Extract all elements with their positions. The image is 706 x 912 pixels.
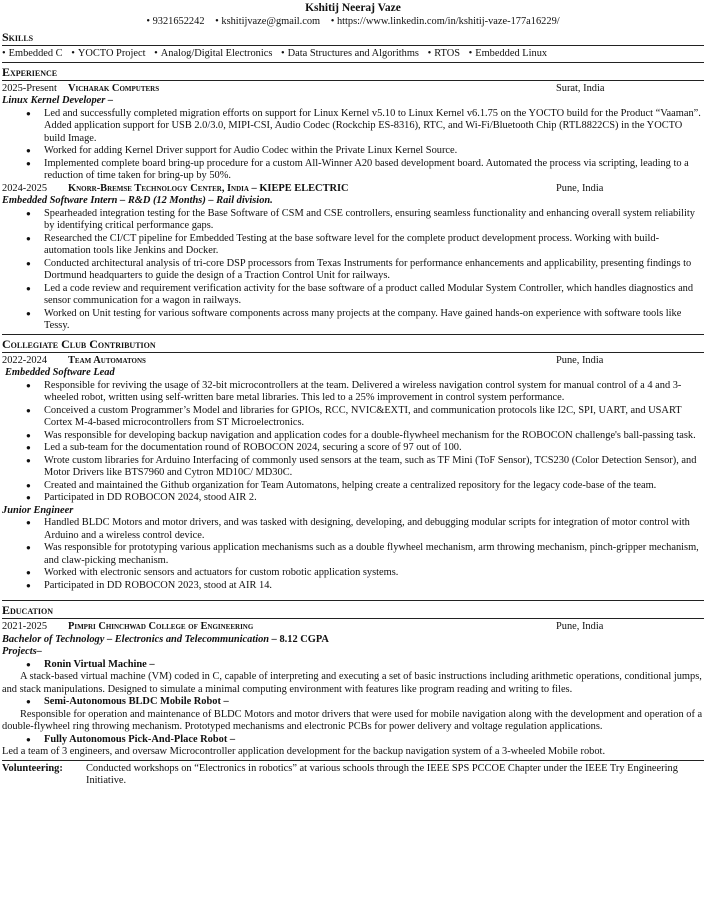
- edu-org: Pimpri Chinchwad College of Engineering: [68, 621, 254, 632]
- club-org: Team Automatons: [68, 354, 146, 366]
- list-item: ● Was responsible for prototyping various application mechanisms such as a double flywheel mechanism, arm throwing mechanism, pinch-gripper mechanism, and claw-picking mechanism.: [44, 542, 704, 567]
- divider: [2, 760, 704, 761]
- job-date: 2024-2025: [2, 182, 48, 194]
- club-location: Pune, India: [556, 354, 604, 366]
- phone: • 9321652242: [146, 16, 205, 27]
- edu-header: [2, 621, 704, 634]
- project-desc: Led a team of 3 engineers, and oversaw Microcontroller application development for the backup navigation system of a 3-wheeled Mobile robot.: [2, 746, 606, 757]
- list-item: ● Researched the CI/CT pipeline for Embedded Testing at the base software level for the complete product development process. Working with build-automation tools like Jenkins and Docker.: [44, 233, 704, 258]
- list-item: ● Spearheaded integration testing for the Base Software of CSM and CSE controllers, ensuring seamless functionality and enhancing overall system reliability by identifying critical performance gaps.: [44, 208, 704, 233]
- divider: [2, 334, 704, 335]
- list-item: ● Was responsible for developing backup navigation and application codes for a double-flywheel mechanism for the ROBOCON challenge's ball-passing task.: [44, 430, 704, 443]
- skill-item: • Embedded Linux: [469, 48, 548, 59]
- skills-list: [2, 48, 704, 61]
- degree-line: [2, 634, 704, 647]
- resume-page: [2, 2, 704, 788]
- linkedin-link[interactable]: • https://www.linkedin.com/in/kshitij-vaze-177a16229/: [330, 16, 560, 27]
- contact-line: [2, 15, 704, 28]
- education-heading: Education: [2, 603, 53, 617]
- divider: [2, 600, 704, 601]
- experience-heading: Experience: [2, 64, 58, 79]
- club-bullets: [2, 517, 704, 592]
- job-org: Vicharak Computers: [68, 82, 160, 94]
- job-header: [2, 183, 704, 196]
- project-desc: A stack-based virtual machine (VM) coded in C, capable of interpreting and executing a set of basic instructions including arithmetic operations, conditional jumps, and stack manipulations. Designed to simulate a minimal computing environment with features like program reading and writing to files.: [2, 671, 702, 695]
- job-org: Knorr-Bremse Technology Center, India – KIEPE ELECTRIC: [68, 182, 349, 194]
- job-bullets: [2, 108, 704, 183]
- list-item: ● Worked on Unit testing for various software components across many projects at the company. Have gained hands-on experience with software tools like Tessy.: [44, 308, 704, 333]
- job-location: Surat, India: [556, 82, 605, 94]
- list-item: ● Participated in DD ROBOCON 2024, stood AIR 2.: [44, 492, 704, 505]
- list-item: ● Participated in DD ROBOCON 2023, stood at AIR 14.: [44, 580, 704, 593]
- list-item: ● Led a code review and requirement verification activity for the base software of a product called Modular System Controller, which handles diagnostics and sensor communication for a wagon in railways.: [44, 283, 704, 308]
- divider: [2, 618, 704, 619]
- divider: [2, 62, 704, 63]
- job-header: [2, 83, 704, 96]
- divider: [2, 45, 704, 46]
- degree: Bachelor of Technology – Electronics and Telecommunication –: [2, 633, 277, 645]
- list-item: ● Wrote custom libraries for Arduino Interfacing of commonly used sensors at the team, such as TF Mini (ToF Sensor), TCS230 (Color Detection Sensor), and Motor Drivers like BTS7960 and Cytron MD10C/ MD30C.: [44, 455, 704, 480]
- projects-label: Projects–: [2, 646, 42, 657]
- divider: [2, 80, 704, 81]
- cgpa: 8.12 CGPA: [279, 633, 329, 645]
- skill-item: • Analog/Digital Electronics: [154, 48, 272, 59]
- skill-item: • Data Structures and Algorithms: [281, 48, 419, 59]
- list-item: ● Conceived a custom Programmer’s Model and libraries for GPIOs, RCC, NVIC&EXTI, and communication protocols like I2C, SPI, UART, and USART Cortex M-4-based microcontrollers from ST Microelectronics.: [44, 405, 704, 430]
- club-date: 2022-2024: [2, 354, 48, 366]
- club-role: Junior Engineer: [2, 504, 74, 516]
- list-item: ● Worked for adding Kernel Driver support for Audio Codec within the Private Linux Kernel Source.: [44, 145, 704, 158]
- project-desc: Responsible for operation and maintenance of BLDC Motors and motor drivers that were used for mobile navigation along with the development and operation of a double-flywheel ring throwing mechanism. Prototyped mechanisms and electronic PCBs for power delivery and voltage regulation applications.: [2, 708, 703, 732]
- list-item: ● Created and maintained the Github organization for Team Automatons, helping create a centralized repository for the legacy code-base of the team.: [44, 480, 704, 493]
- list-item: ● Handled BLDC Motors and motor drivers, and was tasked with designing, developing, and debugging modular scripts for integration of motor control with Arduino and a wireless control device.: [44, 517, 704, 542]
- project-title: ● Fully Autonomous Pick-And-Place Robot –: [2, 734, 704, 747]
- job-location: Pune, India: [556, 182, 604, 194]
- list-item: ● Led and successfully completed migration efforts on support for Linux Kernel v5.10 to Linux Kernel v6.1.75 on the YOCTO build for the Product “Vaaman”. Added application support for USB 2.0/3.0, MIPI-CSI, Audio Codec (Rockchip ES-8316), RTC, and Wi-Fi/Bluetooth Chip (RTL8822CS) in the YOCTO build Image.: [44, 108, 704, 146]
- skill-item: • Embedded C: [2, 48, 63, 59]
- email: • kshitijvaze@gmail.com: [215, 16, 321, 27]
- list-item: ● Conducted architectural analysis of tri-core DSP processors from Texas Instruments for performance enhancements and applicability, presenting findings to Dortmund headquarters to guide the design of a Traction Control Unit for railways.: [44, 258, 704, 283]
- project-title: ● Semi-Autonomous BLDC Mobile Robot –: [2, 696, 704, 709]
- club-bullets: [2, 380, 704, 505]
- list-item: ● Implemented complete board bring-up procedure for a custom All-Winner A20 based development board. Automated the process via scripting, leading to a reduction of time taken for bring-up by 50%.: [44, 158, 704, 183]
- list-item: ● Worked with electronic sensors and actuators for custom robotic application systems.: [44, 567, 704, 580]
- list-item: ● Responsible for reviving the usage of 32-bit microcontrollers at the team. Delivered a wireless navigation control system for manual control of a 4 and 3-wheeled robot, written using self-written bare metal libraries. This led to a 25% improvement in control system performance.: [44, 380, 704, 405]
- volunteering-row: [2, 763, 704, 788]
- job-date: 2025-Present: [2, 82, 57, 94]
- candidate-name: Kshitij Neeraj Vaze: [305, 2, 401, 14]
- club-header: [2, 355, 704, 368]
- job-role: Linux Kernel Developer –: [2, 95, 114, 106]
- divider: [2, 352, 704, 353]
- volunteering-text: Conducted workshops on “Electronics in robotics” at various schools through the IEEE SPS PCCOE Chapter under the IEEE Try Engineering Initiative.: [86, 762, 678, 786]
- volunteering-label: Volunteering:: [2, 762, 63, 774]
- skill-item: • YOCTO Project: [71, 48, 145, 59]
- project-title: ● Ronin Virtual Machine –: [2, 659, 704, 672]
- club-role: Embedded Software Lead: [5, 367, 115, 378]
- list-item: ● Led a sub-team for the documentation round of ROBOCON 2024, securing a score of 97 out of 100.: [44, 442, 704, 455]
- edu-date: 2021-2025: [2, 621, 48, 632]
- skills-heading: Skills: [2, 30, 34, 44]
- job-role: Embedded Software Intern – R&D (12 Months) – Rail division.: [2, 195, 273, 206]
- job-bullets: [2, 208, 704, 333]
- club-heading: Collegiate Club Contribution: [2, 336, 156, 351]
- skill-item: • RTOS: [428, 48, 460, 59]
- edu-location: Pune, India: [556, 621, 604, 632]
